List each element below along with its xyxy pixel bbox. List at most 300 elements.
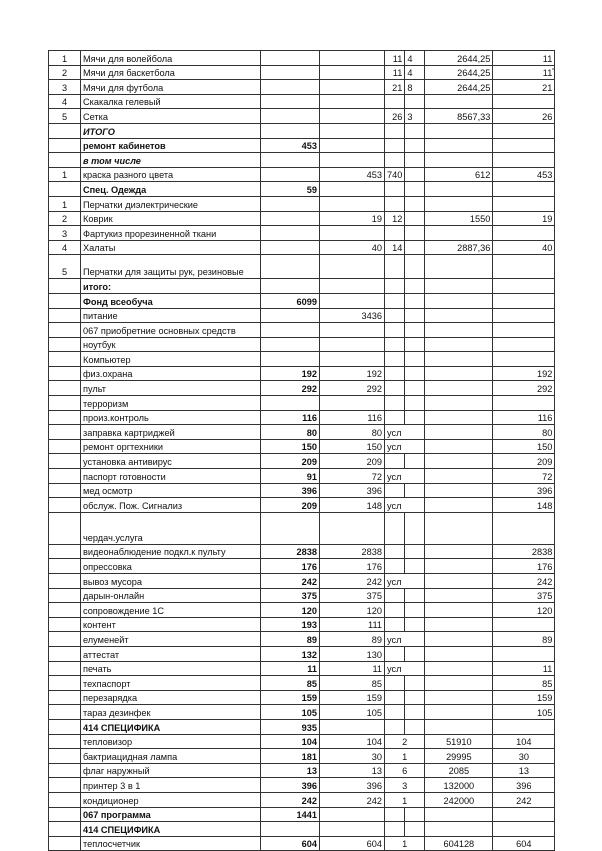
table-cell — [493, 323, 555, 338]
table-cell: 132 — [261, 646, 320, 661]
table-cell: 242 — [493, 574, 555, 589]
table-cell: 067 приобретние основных средств — [81, 323, 261, 338]
table-cell — [320, 65, 385, 80]
table-row — [49, 366, 555, 381]
table-row — [49, 469, 555, 484]
table-cell: мед осмотр — [81, 483, 261, 498]
table-cell: 5 — [49, 109, 81, 124]
table-cell — [425, 469, 493, 484]
table-cell — [425, 690, 493, 705]
table-row — [49, 559, 555, 574]
table-row — [49, 822, 555, 837]
table-row — [49, 836, 555, 851]
table-cell: 80 — [261, 425, 320, 440]
table-cell: 80 — [320, 425, 385, 440]
table-cell — [405, 646, 425, 661]
table-cell — [405, 196, 425, 211]
table-cell — [425, 661, 493, 676]
table-cell — [405, 323, 425, 338]
table-cell — [385, 690, 405, 705]
table-cell — [425, 544, 493, 559]
table-cell — [320, 822, 385, 837]
table-cell: 29995 — [425, 749, 493, 764]
table-cell: 396 — [320, 483, 385, 498]
table-cell: Компьютер — [81, 352, 261, 367]
table-row — [49, 544, 555, 559]
table-cell: 11 — [493, 51, 555, 66]
table-cell — [405, 396, 425, 411]
table-cell — [425, 617, 493, 632]
table-cell: 209 — [320, 454, 385, 469]
table-cell — [425, 226, 493, 241]
table-row — [49, 676, 555, 691]
table-cell: 2 — [385, 734, 425, 749]
table-row — [49, 661, 555, 676]
table-cell — [49, 822, 81, 837]
table-cell: 132000 — [425, 778, 493, 793]
table-cell: 159 — [261, 690, 320, 705]
table-cell — [320, 337, 385, 352]
table-cell: 604128 — [425, 836, 493, 851]
table-cell — [493, 396, 555, 411]
table-cell — [320, 138, 385, 153]
table-cell — [385, 512, 405, 544]
table-cell: 292 — [261, 381, 320, 396]
table-cell — [405, 308, 425, 323]
table-row — [49, 425, 555, 440]
table-cell — [49, 588, 81, 603]
table-cell — [425, 588, 493, 603]
table-row — [49, 381, 555, 396]
table-cell: заправка картриджей — [81, 425, 261, 440]
table-cell — [49, 153, 81, 168]
table-cell: контент — [81, 617, 261, 632]
table-cell — [405, 123, 425, 138]
table-row — [49, 749, 555, 764]
table-cell: 148 — [493, 498, 555, 513]
table-cell: 26 — [385, 109, 405, 124]
table-cell — [49, 483, 81, 498]
table-cell — [493, 337, 555, 352]
table-cell: усл — [385, 574, 425, 589]
table-body — [49, 51, 555, 851]
table-cell — [493, 138, 555, 153]
table-row — [49, 226, 555, 241]
table-cell — [493, 617, 555, 632]
table-cell: паспорт готовности — [81, 469, 261, 484]
table-cell — [425, 279, 493, 294]
table-cell — [385, 323, 405, 338]
table-cell — [385, 807, 405, 822]
table-cell — [493, 293, 555, 308]
table-cell: 242 — [261, 574, 320, 589]
table-cell — [493, 123, 555, 138]
table-cell — [385, 559, 405, 574]
table-cell — [405, 705, 425, 720]
table-cell: 11 — [261, 661, 320, 676]
table-cell: 89 — [493, 632, 555, 647]
table-row — [49, 240, 555, 255]
table-cell: перезарядка — [81, 690, 261, 705]
table-cell — [385, 676, 405, 691]
table-cell — [320, 123, 385, 138]
table-cell: 453 — [261, 138, 320, 153]
table-cell — [425, 574, 493, 589]
table-cell — [261, 123, 320, 138]
table-cell — [49, 778, 81, 793]
table-cell — [49, 293, 81, 308]
table-cell — [493, 182, 555, 197]
table-row — [49, 279, 555, 294]
table-cell: 192 — [261, 366, 320, 381]
table-cell — [405, 559, 425, 574]
table-cell — [49, 381, 81, 396]
table-cell — [425, 719, 493, 734]
table-cell — [493, 807, 555, 822]
table-cell — [405, 544, 425, 559]
table-cell: в том числе — [81, 153, 261, 168]
table-cell: 396 — [493, 483, 555, 498]
table-cell — [320, 323, 385, 338]
table-cell: 6099 — [261, 293, 320, 308]
table-cell: кондиционер — [81, 792, 261, 807]
table-cell — [385, 410, 405, 425]
table-cell: 209 — [493, 454, 555, 469]
table-cell — [493, 255, 555, 279]
table-cell: 1 — [49, 51, 81, 66]
table-cell — [261, 153, 320, 168]
table-cell — [425, 366, 493, 381]
table-cell: 72 — [320, 469, 385, 484]
table-cell: 130 — [320, 646, 385, 661]
table-cell — [49, 603, 81, 618]
table-row — [49, 167, 555, 182]
table-row — [49, 574, 555, 589]
table-cell — [425, 512, 493, 544]
table-cell: 2838 — [320, 544, 385, 559]
table-cell: Фартукиз прорезиненной ткани — [81, 226, 261, 241]
table-cell — [405, 337, 425, 352]
budget-table — [48, 50, 555, 851]
table-cell: 935 — [261, 719, 320, 734]
table-cell — [425, 182, 493, 197]
table-cell: 242 — [320, 574, 385, 589]
table-cell — [49, 749, 81, 764]
table-cell: 150 — [261, 439, 320, 454]
table-cell — [425, 559, 493, 574]
table-cell: усл — [385, 425, 425, 440]
table-cell — [385, 454, 405, 469]
table-cell: Мячи для футбола — [81, 80, 261, 95]
table-row — [49, 439, 555, 454]
table-cell — [49, 439, 81, 454]
table-row — [49, 123, 555, 138]
table-cell: техпаспорт — [81, 676, 261, 691]
table-cell: 375 — [320, 588, 385, 603]
table-cell: 3 — [49, 226, 81, 241]
table-cell — [405, 410, 425, 425]
table-cell — [385, 822, 405, 837]
table-cell — [385, 182, 405, 197]
table-cell: 2887,36 — [425, 240, 493, 255]
table-cell — [320, 153, 385, 168]
table-cell — [425, 822, 493, 837]
table-cell — [49, 396, 81, 411]
table-cell: 453 — [493, 167, 555, 182]
table-row — [49, 51, 555, 66]
table-cell — [425, 352, 493, 367]
table-row — [49, 211, 555, 226]
table-cell: 176 — [320, 559, 385, 574]
table-cell — [405, 381, 425, 396]
table-row — [49, 778, 555, 793]
table-cell — [49, 807, 81, 822]
table-cell — [49, 719, 81, 734]
table-row — [49, 588, 555, 603]
table-cell: 11 — [493, 661, 555, 676]
table-row — [49, 94, 555, 109]
table-cell — [385, 337, 405, 352]
table-cell: 1441 — [261, 807, 320, 822]
table-cell — [425, 123, 493, 138]
table-cell: флаг наружный — [81, 763, 261, 778]
table-cell — [425, 425, 493, 440]
table-cell: усл — [385, 469, 425, 484]
table-row — [49, 182, 555, 197]
table-cell: 150 — [493, 439, 555, 454]
table-cell — [261, 822, 320, 837]
table-cell: 150 — [320, 439, 385, 454]
table-cell: Скакалка гелевый — [81, 94, 261, 109]
table-cell: питание — [81, 308, 261, 323]
table-cell — [425, 498, 493, 513]
table-cell — [493, 153, 555, 168]
table-row — [49, 498, 555, 513]
table-cell — [405, 255, 425, 279]
table-cell — [385, 483, 405, 498]
table-row — [49, 705, 555, 720]
table-cell — [425, 807, 493, 822]
table-cell: 111 — [320, 617, 385, 632]
table-cell: сопровождение 1С — [81, 603, 261, 618]
table-cell — [385, 226, 405, 241]
table-row — [49, 719, 555, 734]
table-cell — [493, 352, 555, 367]
table-cell — [261, 226, 320, 241]
table-cell — [493, 512, 555, 544]
table-cell: 3 — [385, 778, 425, 793]
table-cell: 192 — [493, 366, 555, 381]
table-cell: ноутбук — [81, 337, 261, 352]
table-row — [49, 352, 555, 367]
table-row — [49, 617, 555, 632]
table-row — [49, 396, 555, 411]
table-cell — [405, 588, 425, 603]
table-cell: теплосчетчик — [81, 836, 261, 851]
table-row — [49, 734, 555, 749]
table-cell: 105 — [261, 705, 320, 720]
table-cell — [49, 559, 81, 574]
table-cell: 1 — [385, 792, 425, 807]
table-cell — [261, 337, 320, 352]
table-cell — [49, 661, 81, 676]
table-cell — [385, 196, 405, 211]
table-row — [49, 65, 555, 80]
table-cell — [261, 211, 320, 226]
table-cell — [49, 337, 81, 352]
table-cell: 414 СПЕЦИФИКА — [81, 719, 261, 734]
table-cell — [405, 807, 425, 822]
table-cell — [320, 196, 385, 211]
table-cell — [425, 483, 493, 498]
table-cell — [49, 469, 81, 484]
table-cell: 176 — [261, 559, 320, 574]
table-cell — [385, 255, 405, 279]
table-cell — [385, 588, 405, 603]
table-cell — [320, 293, 385, 308]
table-row — [49, 632, 555, 647]
table-cell: 51910 — [425, 734, 493, 749]
table-cell: 116 — [493, 410, 555, 425]
table-cell — [49, 498, 81, 513]
table-cell — [385, 396, 405, 411]
table-cell: 8567,33 — [425, 109, 493, 124]
table-cell: 11 — [493, 65, 555, 80]
table-cell — [405, 279, 425, 294]
table-cell: 40 — [493, 240, 555, 255]
table-cell — [261, 94, 320, 109]
table-cell — [425, 153, 493, 168]
table-cell: 120 — [493, 603, 555, 618]
table-cell: 4 — [49, 240, 81, 255]
table-cell: тепловизор — [81, 734, 261, 749]
table-cell — [425, 337, 493, 352]
table-cell — [49, 617, 81, 632]
table-cell — [261, 396, 320, 411]
table-cell: 2644,25 — [425, 51, 493, 66]
table-cell: установка антивирус — [81, 454, 261, 469]
table-cell — [425, 196, 493, 211]
table-cell: 14 — [385, 240, 405, 255]
table-cell — [261, 255, 320, 279]
table-cell: 148 — [320, 498, 385, 513]
table-cell — [405, 822, 425, 837]
table-cell: 11 — [385, 51, 405, 66]
table-cell: 2644,25 — [425, 80, 493, 95]
table-cell — [320, 182, 385, 197]
table-cell: Мячи для волейбола — [81, 51, 261, 66]
table-row — [49, 255, 555, 279]
table-cell: 193 — [261, 617, 320, 632]
table-cell: 604 — [320, 836, 385, 851]
table-cell — [385, 308, 405, 323]
table-cell — [49, 123, 81, 138]
table-cell: произ.контроль — [81, 410, 261, 425]
table-cell: елуменейт — [81, 632, 261, 647]
table-cell — [405, 512, 425, 544]
table-cell: 192 — [320, 366, 385, 381]
table-row — [49, 138, 555, 153]
table-row — [49, 603, 555, 618]
table-cell: пульт — [81, 381, 261, 396]
table-cell: 4 — [405, 65, 425, 80]
table-cell — [493, 719, 555, 734]
table-cell: 3 — [405, 109, 425, 124]
table-cell: 292 — [320, 381, 385, 396]
table-row — [49, 646, 555, 661]
table-cell: 13 — [493, 763, 555, 778]
table-cell: 4 — [405, 51, 425, 66]
table-cell — [493, 822, 555, 837]
table-cell — [425, 255, 493, 279]
table-cell — [493, 226, 555, 241]
table-cell — [385, 617, 405, 632]
table-cell — [261, 167, 320, 182]
table-cell — [425, 676, 493, 691]
table-cell: 209 — [261, 454, 320, 469]
table-row — [49, 293, 555, 308]
table-cell: Коврик — [81, 211, 261, 226]
table-cell: Сетка — [81, 109, 261, 124]
table-cell: 105 — [320, 705, 385, 720]
table-cell: чердач.услуга — [81, 512, 261, 544]
table-cell — [261, 109, 320, 124]
table-cell — [49, 836, 81, 851]
table-cell — [261, 51, 320, 66]
table-cell: 6 — [385, 763, 425, 778]
table-cell — [49, 574, 81, 589]
table-cell — [425, 94, 493, 109]
table-cell — [405, 167, 425, 182]
table-cell: 105 — [493, 705, 555, 720]
table-cell: ИТОГО — [81, 123, 261, 138]
table-cell — [49, 279, 81, 294]
table-cell: физ.охрана — [81, 366, 261, 381]
table-cell: 209 — [261, 498, 320, 513]
table-cell: терроризм — [81, 396, 261, 411]
table-cell: усл — [385, 498, 425, 513]
table-cell — [405, 454, 425, 469]
table-cell: Халаты — [81, 240, 261, 255]
table-cell: Спец. Одежда — [81, 182, 261, 197]
table-cell — [261, 308, 320, 323]
table-cell: 1550 — [425, 211, 493, 226]
table-cell — [385, 705, 405, 720]
table-cell: 1 — [49, 196, 81, 211]
table-cell: обслуж. Пож. Сигнализ — [81, 498, 261, 513]
table-cell: 2085 — [425, 763, 493, 778]
table-cell — [493, 94, 555, 109]
table-cell: 1 — [49, 167, 81, 182]
table-cell: 396 — [320, 778, 385, 793]
table-cell — [425, 308, 493, 323]
table-cell — [261, 65, 320, 80]
table-cell — [49, 182, 81, 197]
table-cell — [385, 544, 405, 559]
table-cell — [49, 763, 81, 778]
table-cell: 396 — [261, 483, 320, 498]
table-cell — [49, 308, 81, 323]
table-cell — [385, 293, 405, 308]
table-cell — [385, 123, 405, 138]
table-cell — [405, 182, 425, 197]
table-cell: 80 — [493, 425, 555, 440]
table-row — [49, 792, 555, 807]
table-cell — [425, 439, 493, 454]
table-cell — [320, 512, 385, 544]
table-cell: Перчатки для защиты рук, резиновые — [81, 255, 261, 279]
table-cell: краска разного цвета — [81, 167, 261, 182]
